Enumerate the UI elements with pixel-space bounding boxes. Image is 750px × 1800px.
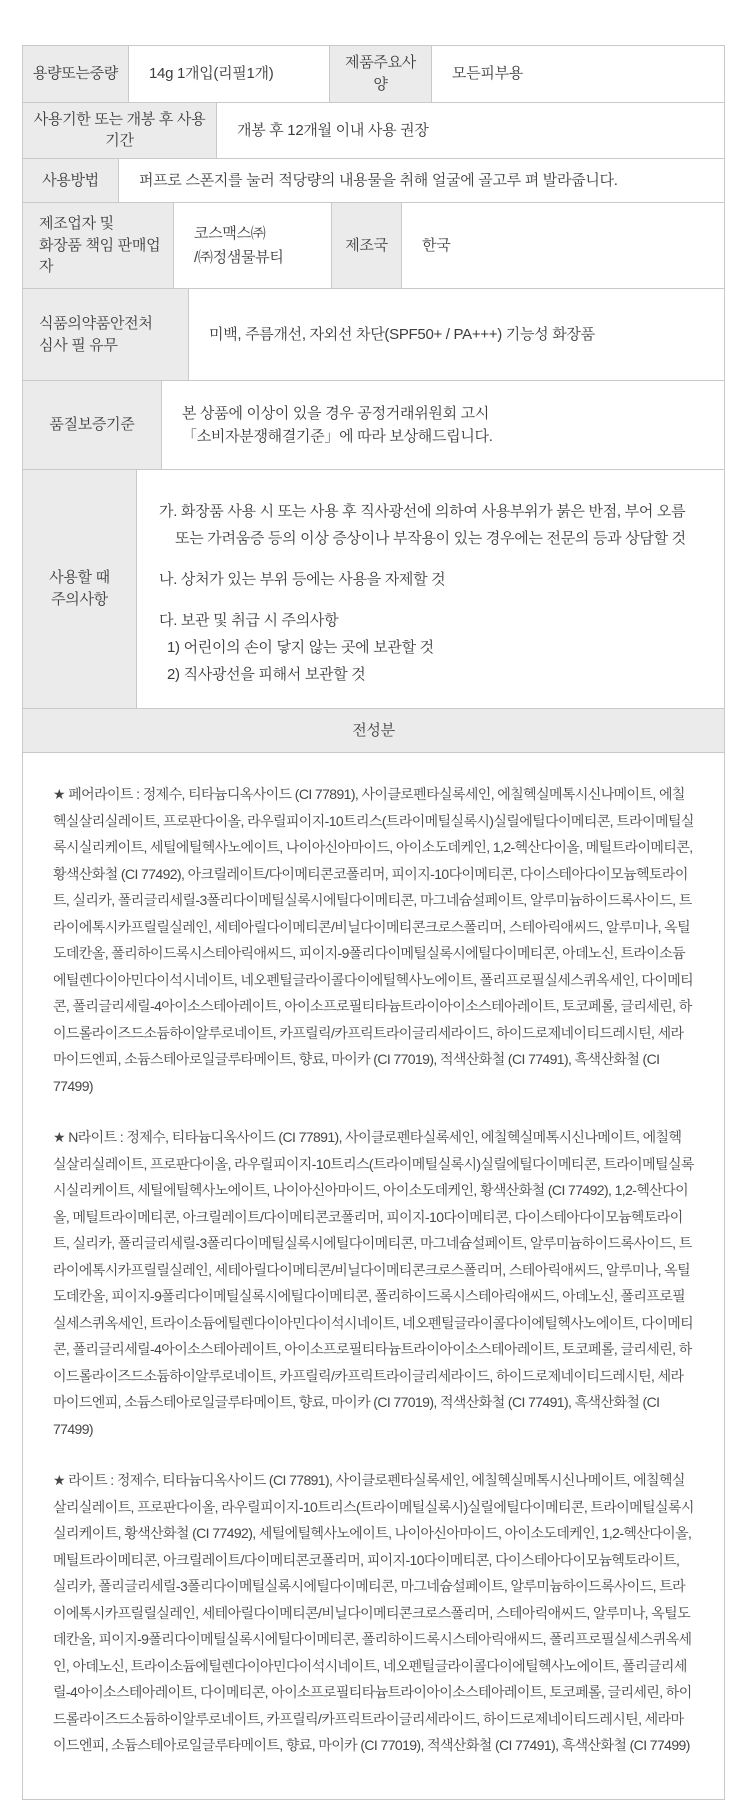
- warranty-value: [161, 381, 724, 469]
- expiry-value: 개봉 후 12개월 이내 사용 권장: [216, 103, 724, 159]
- expiry-label: 사용기한 또는 개봉 후 사용기간: [23, 103, 216, 159]
- row-ingredients-header: [22, 708, 725, 753]
- caution-label-line2: 주의사항: [51, 591, 108, 608]
- row-manufacturer-country: [22, 202, 725, 289]
- row-mfds-review: [22, 288, 725, 381]
- usage-label: 사용방법: [23, 159, 118, 202]
- caution-line-3-sub1: 1) 어린이의 손이 닿지 않는 곳에 보관할 것: [167, 639, 434, 656]
- manufacturer-label-line1: 제조업자 및: [39, 214, 114, 232]
- mfds-review-value: 미백, 주름개선, 자외선 차단(SPF50+ / PA+++) 기능성 화장품: [188, 289, 724, 380]
- caution-line-1-cont: 또는 가려움증 등의 이상 증상이나 부작용이 있는 경우에는 전문의 등과 상담할 것: [175, 530, 686, 547]
- capacity-label: 용량또는중량: [23, 46, 128, 102]
- row-usage: [22, 158, 725, 203]
- caution-value: [136, 470, 724, 708]
- caution-line-1: 가. 화장품 사용 시 또는 사용 후 직사광선에 의하여 사용부위가 붉은 반점, 부어 오름: [159, 503, 686, 520]
- capacity-value: 14g 1개입(리필1개): [128, 46, 329, 102]
- mfds-review-label-line1: 식품의약품안전처: [39, 314, 153, 332]
- manufacturer-label-line2: 화장품 책임 판매업자: [39, 236, 161, 276]
- usage-value: 퍼프로 스폰지를 눌러 적당량의 내용물을 취해 얼굴에 골고루 펴 발라줍니다.: [118, 159, 724, 202]
- caution-line-2: 나. 상처가 있는 부위 등에는 사용을 자제할 것: [159, 571, 446, 588]
- spec-label: 제품주요사양: [329, 46, 431, 102]
- spec-value: 모든피부용: [431, 46, 724, 102]
- manufacturer-value-line1: 코스맥스㈜: [194, 225, 266, 243]
- manufacturer-value: [173, 203, 331, 288]
- row-warranty: [22, 380, 725, 470]
- row-ingredients-body: [22, 752, 725, 1800]
- ingredients-paragraph-light: ★ 라이트 : 정제수, 티타늄디옥사이드 (CI 77891), 사이클로펜타실록세인, 에칠헥실메톡시신나메이트, 에칠헥실살리실레이트, 프로판다이올, 라우릴피이지-10트리스(트라이메틸실록시)실릴에틸다이메티콘, 트라이메틸실록시실리케이트, 황색산화철 (CI 77492), 세틸에틸헥사노에이트, 나이아신아마이드, 아이소도데케인, 1,2-헥산다이올, 메틸트라이메티콘, 아크릴레이트/다이메티콘코폴리머, 피이지-10다이메티콘, 다이스테아다이모늄헥토라이트, 실리카, 폴리글리세릴-3폴리다이메틸실록시에틸다이메티콘, 마그네슘설페이트, 알루미늄하이드록사이드, 트라이에톡시카프릴릴실레인, 세테아릴다이메티콘/비닐다이메티콘크로스폴리머, 스테아릭애씨드, 알루미나, 옥틸도데칸올, 피이지-9폴리다이메틸실록시에틸다이메티콘, 폴리하이드록시스테아릭애씨드, 폴리프로필실세스퀴옥세인, 아데노신, 트라이소듐에틸렌다이아민다이석시네이트, 네오펜틸글라이콜다이에틸헥사노에이트, 폴리글리세릴-4아이소스테아레이트, 다이메티콘, 아이소프로필티타늄트라이아이소스테아레이트, 토코페롤, 글리세린, 하이드롤라이즈드소듐하이알루로네이트, 카프릴릭/카프릭트라이글리세라이드, 하이드로제네이티드레시틴, 세라마이드엔피, 소듐스테아로일글루타메이트, 향료, 마이카 (CI 77019), 적색산화철 (CI 77491), 흑색산화철 (CI 77499): [53, 1472, 694, 1753]
- warranty-label: 품질보증기준: [23, 381, 161, 469]
- manufacturer-value-line2: /㈜정샘물뷰티: [194, 248, 284, 266]
- caution-label: [23, 470, 136, 708]
- ingredients-paragraph-fair-light: ★ 페어라이트 : 정제수, 티타늄디옥사이드 (CI 77891), 사이클로펜타실록세인, 에칠헥실메톡시신나메이트, 에칠헥실살리실레이트, 프로판다이올, 라우릴피이지-10트리스(트라이메틸실록시)실릴에틸다이메티콘, 트라이메틸실록시실리케이트, 세틸에틸헥사노에이트, 나이아신아마이드, 아이소도데케인, 1,2-헥산다이올, 메틸트라이메티콘, 황색산화철 (CI 77492), 아크릴레이트/다이메티콘코폴리머, 피이지-10다이메티콘, 다이스테아다이모늄헥토라이트, 실리카, 폴리글리세릴-3폴리다이메틸실록시에틸다이메티콘, 마그네슘설페이트, 알루미늄하이드록사이드, 트라이에톡시카프릴릴실레인, 세테아릴다이메티콘/비닐다이메티콘크로스폴리머, 스테아릭애씨드, 알루미나, 옥틸도데칸올, 폴리하이드록시스테아릭애씨드, 피이지-9폴리다이메틸실록시에틸다이메티콘, 아데노신, 트라이소듐에틸렌다이아민다이석시네이트, 네오펜틸글라이콜다이에틸헥사노에이트, 폴리프로필실세스퀴옥세인, 다이메티콘, 폴리글리세릴-4아이소스테아레이트, 아이소프로필티타늄트라이아이소스테아레이트, 토코페롤, 글리세린, 하이드롤라이즈드소듐하이알루로네이트, 카프릴릭/카프릭트라이글리세라이드, 하이드로제네이티드레시틴, 세라마이드엔피, 소듐스테아로일글루타메이트, 향료, 마이카 (CI 77019), 적색산화철 (CI 77491), 흑색산화철 (CI 77499): [53, 786, 694, 1094]
- warranty-value-line2: 「소비자분쟁해결기준」에 따라 보상해드립니다.: [182, 428, 493, 445]
- country-value: 한국: [401, 203, 724, 288]
- row-capacity-spec: [22, 45, 725, 103]
- row-caution: [22, 469, 725, 709]
- manufacturer-label: [23, 203, 173, 288]
- mfds-review-label-line2: 심사 필 유무: [39, 336, 118, 354]
- product-info-table: [22, 45, 725, 1800]
- country-label: 제조국: [331, 203, 401, 288]
- warranty-value-line1: 본 상품에 이상이 있을 경우 공정거래위원회 고시: [182, 404, 490, 422]
- ingredients-paragraph-n-light: ★ N라이트 : 정제수, 티타늄디옥사이드 (CI 77891), 사이클로펜타실록세인, 에칠헥실메톡시신나메이트, 에칠헥실살리실레이트, 프로판다이올, 라우릴피이지-10트리스(트라이메틸실록시)실릴에틸다이메티콘, 트라이메틸실록시실리케이트, 세틸에틸헥사노에이트, 나이아신아마이드, 아이소도데케인, 황색산화철 (CI 77492), 1,2-헥산다이올, 메틸트라이메티콘, 아크릴레이트/다이메티콘코폴리머, 피이지-10다이메티콘, 다이스테아다이모늄헥토라이트, 실리카, 폴리글리세릴-3폴리다이메틸실록시에틸다이메티콘, 마그네슘설페이트, 알루미늄하이드록사이드, 트라이에톡시카프릴릴실레인, 세테아릴다이메티콘/비닐다이메티콘크로스폴리머, 스테아릭애씨드, 알루미나, 옥틸도데칸올, 피이지-9폴리다이메틸실록시에틸다이메티콘, 폴리하이드록시스테아릭애씨드, 아데노신, 폴리프로필실세스퀴옥세인, 트라이소듐에틸렌다이아민다이석시네이트, 네오펜틸글라이콜다이에틸헥사노에이트, 다이메티콘, 폴리글리세릴-4아이소스테아레이트, 아이소프로필티타늄트라이아이소스테아레이트, 토코페롤, 글리세린, 하이드롤라이즈드소듐하이알루로네이트, 카프릴릭/카프릭트라이글리세라이드, 하이드로제네이티드레시틴, 세라마이드엔피, 소듐스테아로일글루타메이트, 향료, 마이카 (CI 77019), 적색산화철 (CI 77491), 흑색산화철 (CI 77499): [53, 1129, 694, 1437]
- caution-line-3: 다. 보관 및 취급 시 주의사항: [159, 612, 339, 629]
- ingredients-header: 전성분: [23, 709, 724, 752]
- ingredients-text: [23, 753, 724, 1799]
- row-expiry: [22, 102, 725, 160]
- mfds-review-label: [23, 289, 188, 380]
- caution-line-3-sub2: 2) 직사광선을 피해서 보관할 것: [167, 666, 366, 683]
- caution-label-line1: 사용할 때: [49, 569, 110, 587]
